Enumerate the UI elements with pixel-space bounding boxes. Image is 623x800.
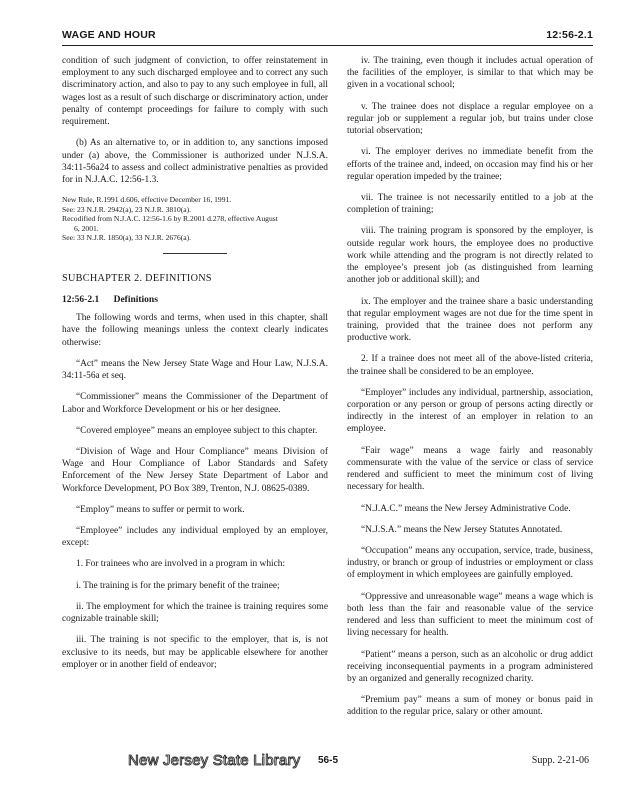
- sub-item-i: i. The training is for the primary benefit of the trainee;: [76, 580, 280, 591]
- definition-njsa: “N.J.S.A.” means the New Jersey Statutes Annotated.: [361, 524, 563, 535]
- header-rule: [62, 45, 593, 46]
- definition-employ: “Employ” means to suffer or permit to work.: [76, 504, 245, 515]
- definition-commissioner: “Commissioner” means the Commissioner of the Department of Labor and Workforce Development or his or her designee.: [62, 392, 328, 415]
- section-number: 12:56-2.1: [62, 294, 100, 305]
- sub-item-ii: ii. The employment for which the trainee is training requires some cognizable trainable skill;: [62, 601, 328, 625]
- note-line: See: 33 N.J.R. 1850(a), 33 N.J.R. 2676(a).: [62, 233, 192, 243]
- history-notes: [62, 195, 328, 242]
- sub-item-v: v. The trainee does not displace a regular employee on a regular job or supplement a regular job, but trains under close tutorial observation;: [347, 101, 593, 137]
- header-section: 12:56-2.1: [546, 29, 593, 41]
- note-line: Recodified from N.J.A.C. 12:56-1.6 by R.2001 d.278, effective August: [62, 214, 278, 224]
- definition-employer: “Employer” includes any individual, partnership, association, corporation or any person or group of persons acting directly or indirectly in the interest of an employer in relation to an employee.: [347, 387, 593, 435]
- definition-premium-pay: “Premium pay” means a sum of money or bonus paid in addition to the regular price, salary or other amount.: [347, 695, 593, 718]
- definition-patient: “Patient” means a person, such as an alcoholic or drug addict receiving inconsequential payments in a program administered by an organized and generally recognized charity.: [347, 649, 593, 684]
- definition-njac: “N.J.A.C.” means the New Jersey Administrative Code.: [361, 503, 571, 514]
- page-number: 56-5: [318, 755, 339, 766]
- definition-employee: “Employee” includes any individual employed by an employer, except:: [62, 526, 328, 549]
- definition-division: “Division of Wage and Hour Compliance” means Division of Wage and Hour Compliance of Labor Standards and Safety Enforcement of the New Jersey State Department of Labor and Workforce Development, PO Box 389, Trenton, N.J. 08625-0389.: [62, 446, 328, 494]
- note-line: See: 23 N.J.R. 2942(a), 23 N.J.R. 3810(a).: [62, 204, 192, 214]
- paragraph-b: (b) As an alternative to, or in addition to, any sanctions imposed under (a) above, the Commissioner is authorized under N.J.S.A. 34:11-56a24 to assess and collect administrative penalties as provided for in N.J.A.C. 12:56-1.3.: [62, 138, 328, 185]
- running-header: [62, 29, 593, 41]
- definition-covered-employee: “Covered employee” means an employee subject to this chapter.: [76, 425, 318, 436]
- section-heading: [62, 294, 328, 306]
- subchapter-heading: SUBCHAPTER 2. DEFINITIONS: [62, 272, 212, 284]
- page-footer: [0, 752, 623, 782]
- list-item-1: 1. For trainees who are involved in a program in which:: [76, 559, 286, 570]
- note-line: 6, 2001.: [74, 223, 99, 233]
- supplement-date: Supp. 2-21-06: [531, 755, 589, 766]
- note-line: New Rule, R.1991 d.606, effective December 16, 1991.: [62, 195, 232, 205]
- sub-item-vii: vii. The trainee is not necessarily entitled to a job at the completion of training;: [347, 192, 593, 216]
- library-watermark: New Jersey State Library: [128, 752, 301, 769]
- list-item-2: 2. If a trainee does not meet all of the above-listed criteria, the trainee shall be considered to be an employee.: [347, 354, 593, 377]
- definition-oppressive-wage: “Oppressive and unreasonable wage” means a wage which is both less than the fair and reasonable value of the service rendered and less than sufficient to meet the minimum cost of living necessary for health.: [347, 591, 593, 639]
- header-title: WAGE AND HOUR: [62, 29, 156, 41]
- sub-item-ix: ix. The employer and the trainee share a basic understanding that regular employment wages are not due for the time spent in training, provided that the trainee does not perform any productive work.: [347, 296, 593, 344]
- right-column: [347, 55, 593, 728]
- definitions-intro: The following words and terms, when used in this chapter, shall have the following meanings unless the context clearly indicates otherwise:: [62, 313, 328, 348]
- definition-occupation: “Occupation” means any occupation, service, trade, business, industry, or branch or group of industries or employment or class of employment in which employees are gainfully employed.: [347, 546, 593, 581]
- paragraph-continued: condition of such judgment of conviction, to offer reinstatement in employment to any such discharged employee and to correct any such discriminatory action, and also to pay to any such employee in full, all wages lost as a result of such discharge or discriminatory action, under penalty of contempt proceedings for failure to comply with such requirement.: [62, 56, 328, 128]
- sub-item-iii: iii. The training is not specific to the employer, that is, is not exclusive to its needs, but may be applicable elsewhere for another employer or in another field of endeavor;: [62, 635, 328, 670]
- sub-item-iv: iv. The training, even though it includes actual operation of the facilities of the employer, is similar to that which may be given in a vocational school;: [347, 56, 593, 91]
- definition-act: “Act” means the New Jersey State Wage and Hour Law, N.J.S.A. 34:11-56a et seq.: [62, 358, 328, 382]
- sub-item-viii: viii. The training program is sponsored by the employer, is outside regular work hours, the employee does no productive work while attending and the program is not directly related to the employee’s present job (as distinguished from learning another job or additional skill); and: [347, 226, 593, 286]
- left-column: [62, 55, 328, 680]
- sub-item-vi: vi. The employer derives no immediate benefit from the efforts of the trainee and, indeed, on occasion may find his or her regular operation impeded by the trainee;: [347, 147, 593, 182]
- section-title: Definitions: [113, 294, 158, 305]
- section-divider: [163, 253, 227, 254]
- definition-fair-wage: “Fair wage” means a wage fairly and reasonably commensurate with the value of the service or class of service rendered and sufficient to meet the minimum cost of living necessary for health.: [347, 445, 593, 493]
